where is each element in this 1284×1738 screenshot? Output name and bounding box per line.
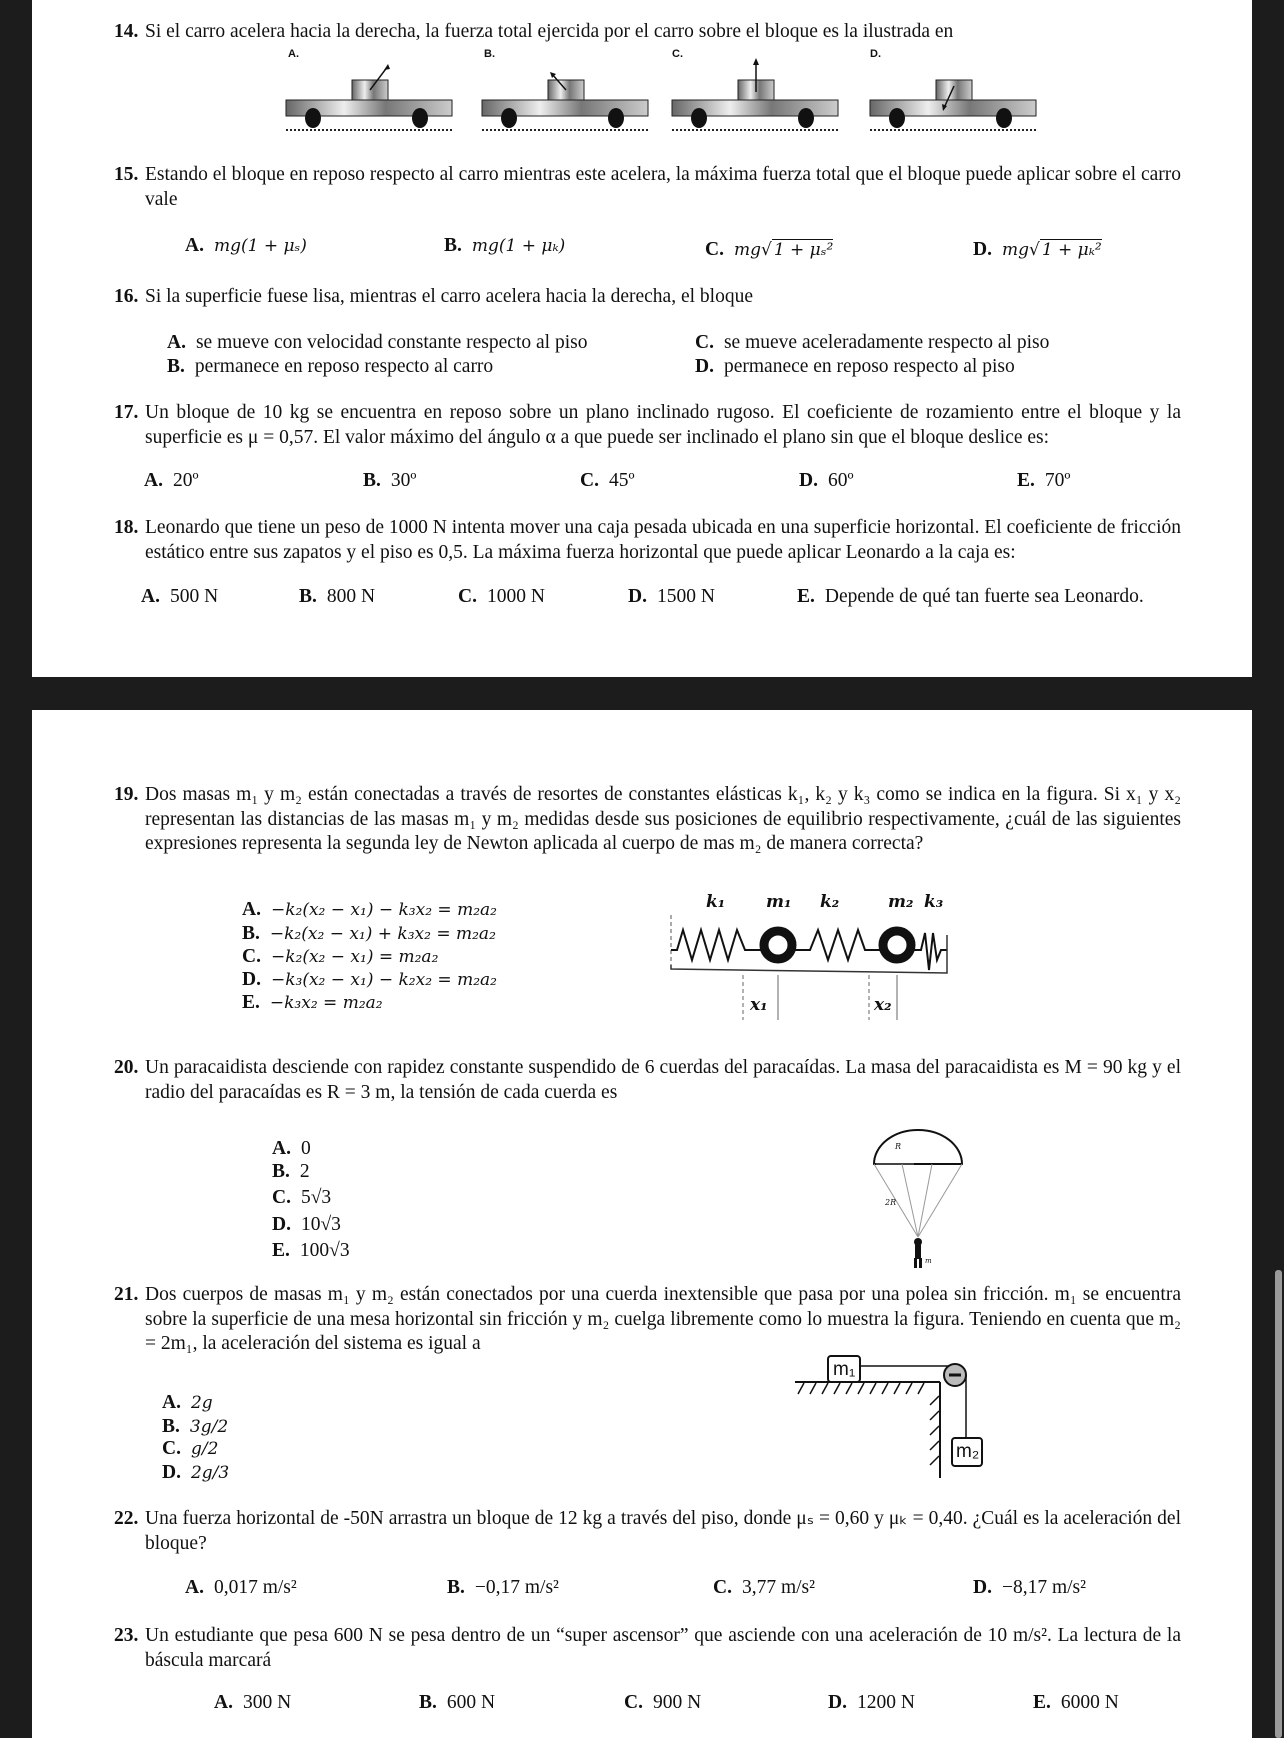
option-a[interactable] bbox=[242, 898, 497, 922]
option-d[interactable] bbox=[973, 1576, 1086, 1600]
option-text: 20º bbox=[172, 470, 199, 491]
option-text: permanece en reposo respecto al piso bbox=[723, 356, 1015, 377]
option-d[interactable] bbox=[695, 355, 1015, 379]
option-label: C. bbox=[272, 1187, 291, 1208]
option-label: E. bbox=[1033, 1692, 1051, 1713]
label-m1: m₁ bbox=[766, 892, 792, 912]
option-label: D. bbox=[799, 470, 818, 491]
option-c[interactable] bbox=[624, 1691, 701, 1715]
option-label: C. bbox=[624, 1692, 643, 1713]
option-text: 2g bbox=[190, 1393, 213, 1413]
option-label: B. bbox=[363, 470, 381, 491]
option-b[interactable] bbox=[419, 1691, 495, 1715]
option-label: B. bbox=[444, 235, 462, 256]
question-number: 14. bbox=[114, 21, 139, 42]
vertical-scrollbar[interactable] bbox=[1275, 1270, 1282, 1738]
option-d[interactable] bbox=[242, 968, 497, 992]
label-m: m bbox=[925, 1257, 932, 1265]
option-a[interactable] bbox=[185, 234, 307, 258]
option-label: B. bbox=[167, 356, 185, 377]
option-label: B. bbox=[242, 923, 260, 944]
label-k2: k₂ bbox=[820, 892, 840, 912]
option-text: −k₂(x₂ − x₁) − k₃x₂ = m₂a₂ bbox=[270, 900, 497, 920]
option-text: 5√3 bbox=[300, 1187, 332, 1208]
option-text: −0,17 m/s² bbox=[474, 1577, 559, 1598]
option-b[interactable] bbox=[363, 469, 416, 493]
option-text: −k₂(x₂ − x₁) + k₃x₂ = m₂a₂ bbox=[269, 924, 496, 944]
question-number: 16. bbox=[114, 286, 139, 307]
option-label: B. bbox=[272, 1161, 290, 1182]
option-label: E. bbox=[272, 1240, 290, 1261]
option-label: A. bbox=[141, 586, 160, 607]
option-label: C. bbox=[695, 332, 714, 353]
label-m2: m₂ bbox=[888, 892, 914, 912]
option-radicand: 1 + μₛ² bbox=[773, 240, 834, 260]
option-text: −k₃(x₂ − x₁) − k₂x₂ = m₂a₂ bbox=[270, 970, 497, 990]
label-x2: x₂ bbox=[874, 995, 892, 1015]
cart-figures bbox=[280, 44, 1050, 144]
option-text: mg(1 + μₛ) bbox=[213, 236, 307, 256]
parachutist-icon bbox=[914, 1238, 922, 1268]
option-a[interactable] bbox=[167, 331, 587, 355]
option-label: A. bbox=[185, 1577, 204, 1598]
question-text: Un bloque de 10 kg se encuentra en reposo sobre un plano inclinado rugoso. El coeficiente de rozamiento entre el bloque y la superficie es μ = 0,57. El valor máximo del ángulo α a que puede ser inclinado el plano sin que el bloque deslice es: bbox=[145, 402, 1181, 448]
option-a[interactable] bbox=[144, 469, 199, 493]
option-label: B. bbox=[162, 1416, 180, 1437]
option-label: A. bbox=[242, 899, 261, 920]
question-text: Dos masas m₁ y m₂ están conectadas a través de resortes de constantes elásticas k₁, k₂ y k₃ como se indica en la figura. Si x₁ y x₂ representan las distancias de las masas m₁ y m₂ medidas desde sus posiciones de equilibrio respectivamente, ¿cuál de las siguientes expresiones representa la segunda ley de Newton aplicada al cuerpo de mas m₂ de manera correcta? bbox=[145, 784, 1181, 854]
option-label: C. bbox=[705, 239, 724, 260]
question-number: 23. bbox=[114, 1625, 139, 1646]
option-text: 100√3 bbox=[299, 1240, 350, 1261]
option-text: 800 N bbox=[326, 586, 376, 607]
option-label: E. bbox=[1017, 470, 1035, 491]
question-text: Si la superficie fuese lisa, mientras el carro acelera hacia la derecha, el bloque bbox=[145, 286, 753, 307]
option-text: 300 N bbox=[242, 1692, 292, 1713]
option-c[interactable] bbox=[695, 331, 1049, 355]
question-number: 17. bbox=[114, 402, 139, 423]
option-text: mg√ bbox=[733, 240, 772, 260]
option-d[interactable] bbox=[162, 1461, 229, 1485]
option-e[interactable] bbox=[1017, 469, 1070, 493]
option-label: E. bbox=[797, 586, 815, 607]
option-text: 6000 N bbox=[1060, 1692, 1119, 1713]
label-k3: k₃ bbox=[924, 892, 944, 912]
option-text: 1200 N bbox=[856, 1692, 915, 1713]
option-d[interactable] bbox=[828, 1691, 915, 1715]
option-e[interactable] bbox=[272, 1239, 350, 1263]
label-m2: m₂ bbox=[956, 1441, 980, 1462]
option-b[interactable] bbox=[447, 1576, 559, 1600]
option-b[interactable] bbox=[444, 234, 565, 258]
option-label: A. bbox=[272, 1138, 291, 1159]
option-b[interactable] bbox=[162, 1415, 228, 1439]
option-label: B. bbox=[419, 1692, 437, 1713]
option-a[interactable] bbox=[141, 585, 218, 609]
option-c[interactable] bbox=[458, 585, 545, 609]
option-b[interactable] bbox=[167, 355, 493, 379]
option-text: −k₂(x₂ − x₁) = m₂a₂ bbox=[270, 947, 439, 967]
option-label: A. bbox=[185, 235, 204, 256]
option-text: −k₃x₂ = m₂a₂ bbox=[269, 993, 383, 1013]
option-d[interactable] bbox=[973, 238, 1102, 262]
option-label: C. bbox=[580, 470, 599, 491]
option-a[interactable] bbox=[162, 1391, 213, 1415]
option-c[interactable] bbox=[272, 1186, 331, 1210]
option-label: B. bbox=[447, 1577, 465, 1598]
question-number: 20. bbox=[114, 1057, 139, 1078]
option-b[interactable] bbox=[272, 1160, 310, 1184]
option-c[interactable] bbox=[713, 1576, 815, 1600]
option-e[interactable] bbox=[1033, 1691, 1119, 1715]
option-label: D. bbox=[162, 1462, 181, 1483]
question-number: 22. bbox=[114, 1508, 139, 1529]
option-text: 0 bbox=[300, 1138, 311, 1159]
label-2r: 2R bbox=[885, 1198, 897, 1207]
option-b[interactable] bbox=[299, 585, 375, 609]
option-text: 2 bbox=[299, 1161, 310, 1182]
question-number: 19. bbox=[114, 784, 139, 805]
label-m1: m₁ bbox=[833, 1359, 856, 1380]
option-label: B. bbox=[299, 586, 317, 607]
option-text: se mueve aceleradamente respecto al piso bbox=[723, 332, 1050, 353]
option-e[interactable] bbox=[242, 991, 383, 1015]
spring-mass-figure bbox=[665, 915, 955, 1025]
figure-label: A. bbox=[288, 48, 299, 60]
cart-option-a bbox=[286, 64, 452, 130]
option-text: 2g/3 bbox=[190, 1463, 230, 1483]
option-text: 600 N bbox=[446, 1692, 496, 1713]
option-label: C. bbox=[242, 946, 261, 967]
option-label: C. bbox=[162, 1438, 181, 1459]
option-label: C. bbox=[458, 586, 477, 607]
option-label: C. bbox=[713, 1577, 732, 1598]
option-label: A. bbox=[162, 1392, 181, 1413]
option-text: 900 N bbox=[652, 1692, 702, 1713]
figure-label: B. bbox=[484, 48, 495, 60]
option-label: D. bbox=[272, 1214, 291, 1235]
option-a[interactable] bbox=[272, 1137, 311, 1161]
option-c[interactable] bbox=[580, 469, 635, 493]
question-text: Si el carro acelera hacia la derecha, la fuerza total ejercida por el carro sobre el bloque es la ilustrada en bbox=[145, 21, 954, 42]
option-label: A. bbox=[167, 332, 186, 353]
option-label: D. bbox=[242, 969, 261, 990]
option-text: 1500 N bbox=[656, 586, 715, 607]
option-text: 10√3 bbox=[300, 1214, 341, 1235]
question-text: Un estudiante que pesa 600 N se pesa dentro de un “super ascensor” que asciende con una aceleración de 10 m/s². La lectura de la báscula marcará bbox=[145, 1625, 1181, 1671]
option-label: D. bbox=[828, 1692, 847, 1713]
question-number: 15. bbox=[114, 164, 139, 185]
option-text: mg(1 + μₖ) bbox=[471, 236, 566, 256]
question-text: Leonardo que tiene un peso de 1000 N intenta mover una caja pesada ubicada en una superficie horizontal. El coeficiente de fricción estático entre sus zapatos y el piso es 0,5. La máxima fuerza horizontal que puede aplicar Leonardo a la caja es: bbox=[145, 517, 1181, 563]
option-text: permanece en reposo respecto al carro bbox=[194, 356, 494, 377]
option-a[interactable] bbox=[214, 1691, 291, 1715]
option-text: g/2 bbox=[190, 1439, 219, 1459]
cart-option-b bbox=[482, 72, 648, 130]
option-d[interactable] bbox=[628, 585, 715, 609]
option-a[interactable] bbox=[185, 1576, 297, 1600]
option-d[interactable] bbox=[799, 469, 854, 493]
cart-option-c bbox=[672, 58, 838, 130]
question-text: Estando el bloque en reposo respecto al carro mientras este acelera, la máxima fuerza total que el bloque puede aplicar sobre el carro vale bbox=[145, 164, 1181, 210]
option-label: A. bbox=[214, 1692, 233, 1713]
option-label: E. bbox=[242, 992, 260, 1013]
option-text: 0,017 m/s² bbox=[213, 1577, 297, 1598]
option-text: Depende de qué tan fuerte sea Leonardo. bbox=[824, 586, 1144, 607]
option-text: mg√ bbox=[1001, 240, 1040, 260]
option-b[interactable] bbox=[242, 922, 496, 946]
label-x1: x₁ bbox=[750, 995, 768, 1015]
option-text: 500 N bbox=[169, 586, 219, 607]
option-c[interactable] bbox=[705, 238, 833, 262]
figure-label: C. bbox=[672, 48, 683, 60]
option-text: 70º bbox=[1044, 470, 1071, 491]
option-text: −8,17 m/s² bbox=[1001, 1577, 1086, 1598]
option-text: se mueve con velocidad constante respecto al piso bbox=[195, 332, 588, 353]
option-d[interactable] bbox=[272, 1213, 341, 1237]
label-k1: k₁ bbox=[706, 892, 726, 912]
cart-option-d bbox=[870, 80, 1036, 130]
option-label: D. bbox=[973, 239, 992, 260]
option-text: 30º bbox=[390, 470, 417, 491]
question-text: Un paracaidista desciende con rapidez constante suspendido de 6 cuerdas del paracaídas. La masa del paracaidista es M = 90 kg y el radio del paracaídas es R = 3 m, la tensión de cada cuerda es bbox=[145, 1057, 1181, 1103]
question-text: Dos cuerpos de masas m₁ y m₂ están conectados por una cuerda inextensible que pasa por una polea sin fricción. m₁ se encuentra sobre la superficie de una mesa horizontal sin fricción y m₂ cuelga libremente como lo muestra la figura. Teniendo en cuenta que m₂ = 2m₁, la aceleración del sistema es igual a bbox=[145, 1284, 1181, 1354]
question-number: 18. bbox=[114, 517, 139, 538]
option-label: D. bbox=[973, 1577, 992, 1598]
option-c[interactable] bbox=[162, 1437, 218, 1461]
option-label: D. bbox=[695, 356, 714, 377]
option-e[interactable] bbox=[797, 585, 1144, 609]
figure-label: D. bbox=[870, 48, 881, 60]
option-text: 60º bbox=[827, 470, 854, 491]
question-number: 21. bbox=[114, 1284, 139, 1305]
option-c[interactable] bbox=[242, 945, 438, 969]
option-text: 3,77 m/s² bbox=[741, 1577, 815, 1598]
option-text: 1000 N bbox=[486, 586, 545, 607]
option-radicand: 1 + μₖ² bbox=[1041, 240, 1102, 260]
option-label: D. bbox=[628, 586, 647, 607]
option-label: A. bbox=[144, 470, 163, 491]
option-text: 45º bbox=[608, 470, 635, 491]
option-text: 3g/2 bbox=[189, 1417, 229, 1437]
question-text: Una fuerza horizontal de -50N arrastra un bloque de 12 kg a través del piso, donde μₛ = 0,60 y μₖ = 0,40. ¿Cuál es la aceleración del bloque? bbox=[145, 1508, 1181, 1554]
label-r: R bbox=[895, 1142, 902, 1151]
